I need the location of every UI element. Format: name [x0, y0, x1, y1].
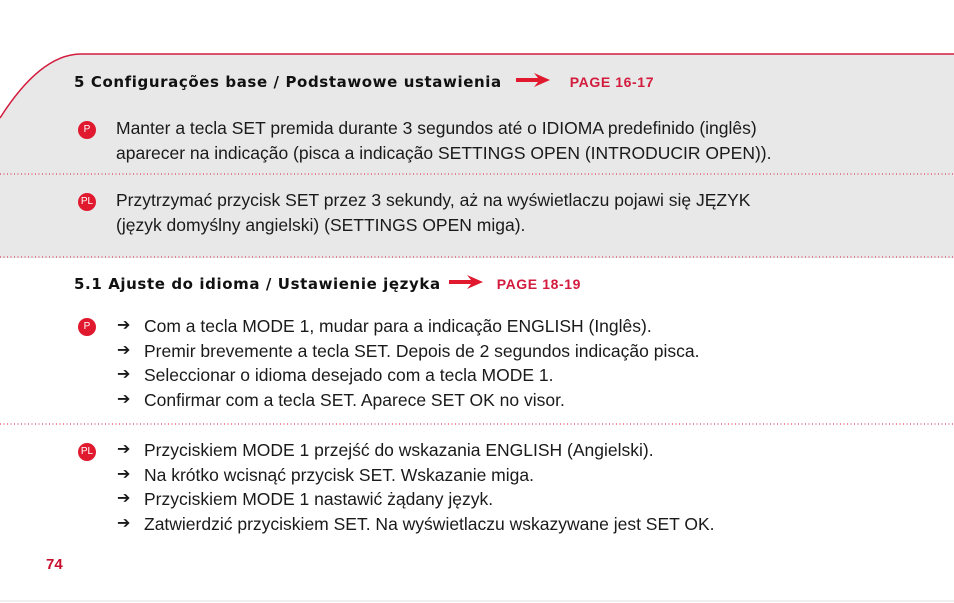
arrow-bullet-icon: ➔ [117, 317, 131, 334]
text-line: aparecer na indicação (pisca a indicação SETTINGS OPEN (INTRODUCIR OPEN)). [116, 142, 772, 163]
list-item: ➔ Zatwierdzić przyciskiem SET. Na wyświetlaczu wskazywane jest SET OK. [117, 512, 715, 537]
list-item: ➔ Com a tecla MODE 1, mudar para a indicação ENGLISH (Inglês). [117, 314, 699, 339]
section-2-title: 5.1 Ajuste do idioma / Ustawienie języka [74, 275, 441, 293]
arrow-bullet-icon: ➔ [117, 514, 131, 532]
section-1-page-ref: PAGE 16-17 [569, 74, 655, 90]
arrow-bullet-icon: ➔ [117, 490, 131, 507]
section-2-pl-list [117, 438, 715, 536]
arrow-bullet-icon: ➔ [117, 465, 131, 483]
language-badge-p: P [78, 121, 96, 139]
section-1-p-paragraph [116, 116, 771, 165]
section-2-page-ref: PAGE 18-19 [496, 276, 582, 292]
list-item: ➔ Confirmar com a tecla SET. Aparece SET OK no visor. [117, 388, 699, 413]
text-line: Manter a tecla SET premida durante 3 segundos até o IDIOMA predefinido (inglês) [116, 118, 757, 138]
section-1-pl-paragraph [116, 188, 750, 237]
text-line: (język domyślny angielski) (SETTINGS OPEN miga). [116, 214, 526, 235]
language-badge-pl: PL [78, 443, 96, 461]
arrow-bullet-icon: ➔ [117, 441, 131, 458]
list-item: ➔ Premir brevemente a tecla SET. Depois de 2 segundos indicação pisca. [117, 339, 699, 364]
arrow-bullet-icon: ➔ [117, 366, 131, 383]
list-item: ➔ Przyciskiem MODE 1 przejść do wskazania ENGLISH (Angielski). [117, 438, 715, 463]
section-2-heading [74, 275, 581, 293]
text-line: Przytrzymać przycisk SET przez 3 sekundy, aż na wyświetlaczu pojawi się JĘZYK [116, 190, 751, 210]
list-item: ➔ Seleccionar o idioma desejado com a tecla MODE 1. [117, 363, 699, 388]
arrow-bullet-icon: ➔ [117, 341, 131, 359]
section-1-heading [74, 73, 654, 91]
language-badge-p: P [78, 318, 96, 336]
section-1-title: 5 Configurações base / Podstawowe ustawienia [74, 73, 502, 91]
list-item: ➔ Przyciskiem MODE 1 nastawić żądany język. [117, 487, 715, 512]
arrow-right-icon [449, 275, 483, 293]
page-number: 74 [46, 556, 63, 573]
section-2-p-list [117, 314, 699, 412]
list-item: ➔ Na krótko wcisnąć przycisk SET. Wskazanie miga. [117, 463, 715, 488]
language-badge-pl: PL [78, 193, 96, 211]
arrow-bullet-icon: ➔ [117, 390, 131, 408]
arrow-right-icon [516, 73, 550, 91]
